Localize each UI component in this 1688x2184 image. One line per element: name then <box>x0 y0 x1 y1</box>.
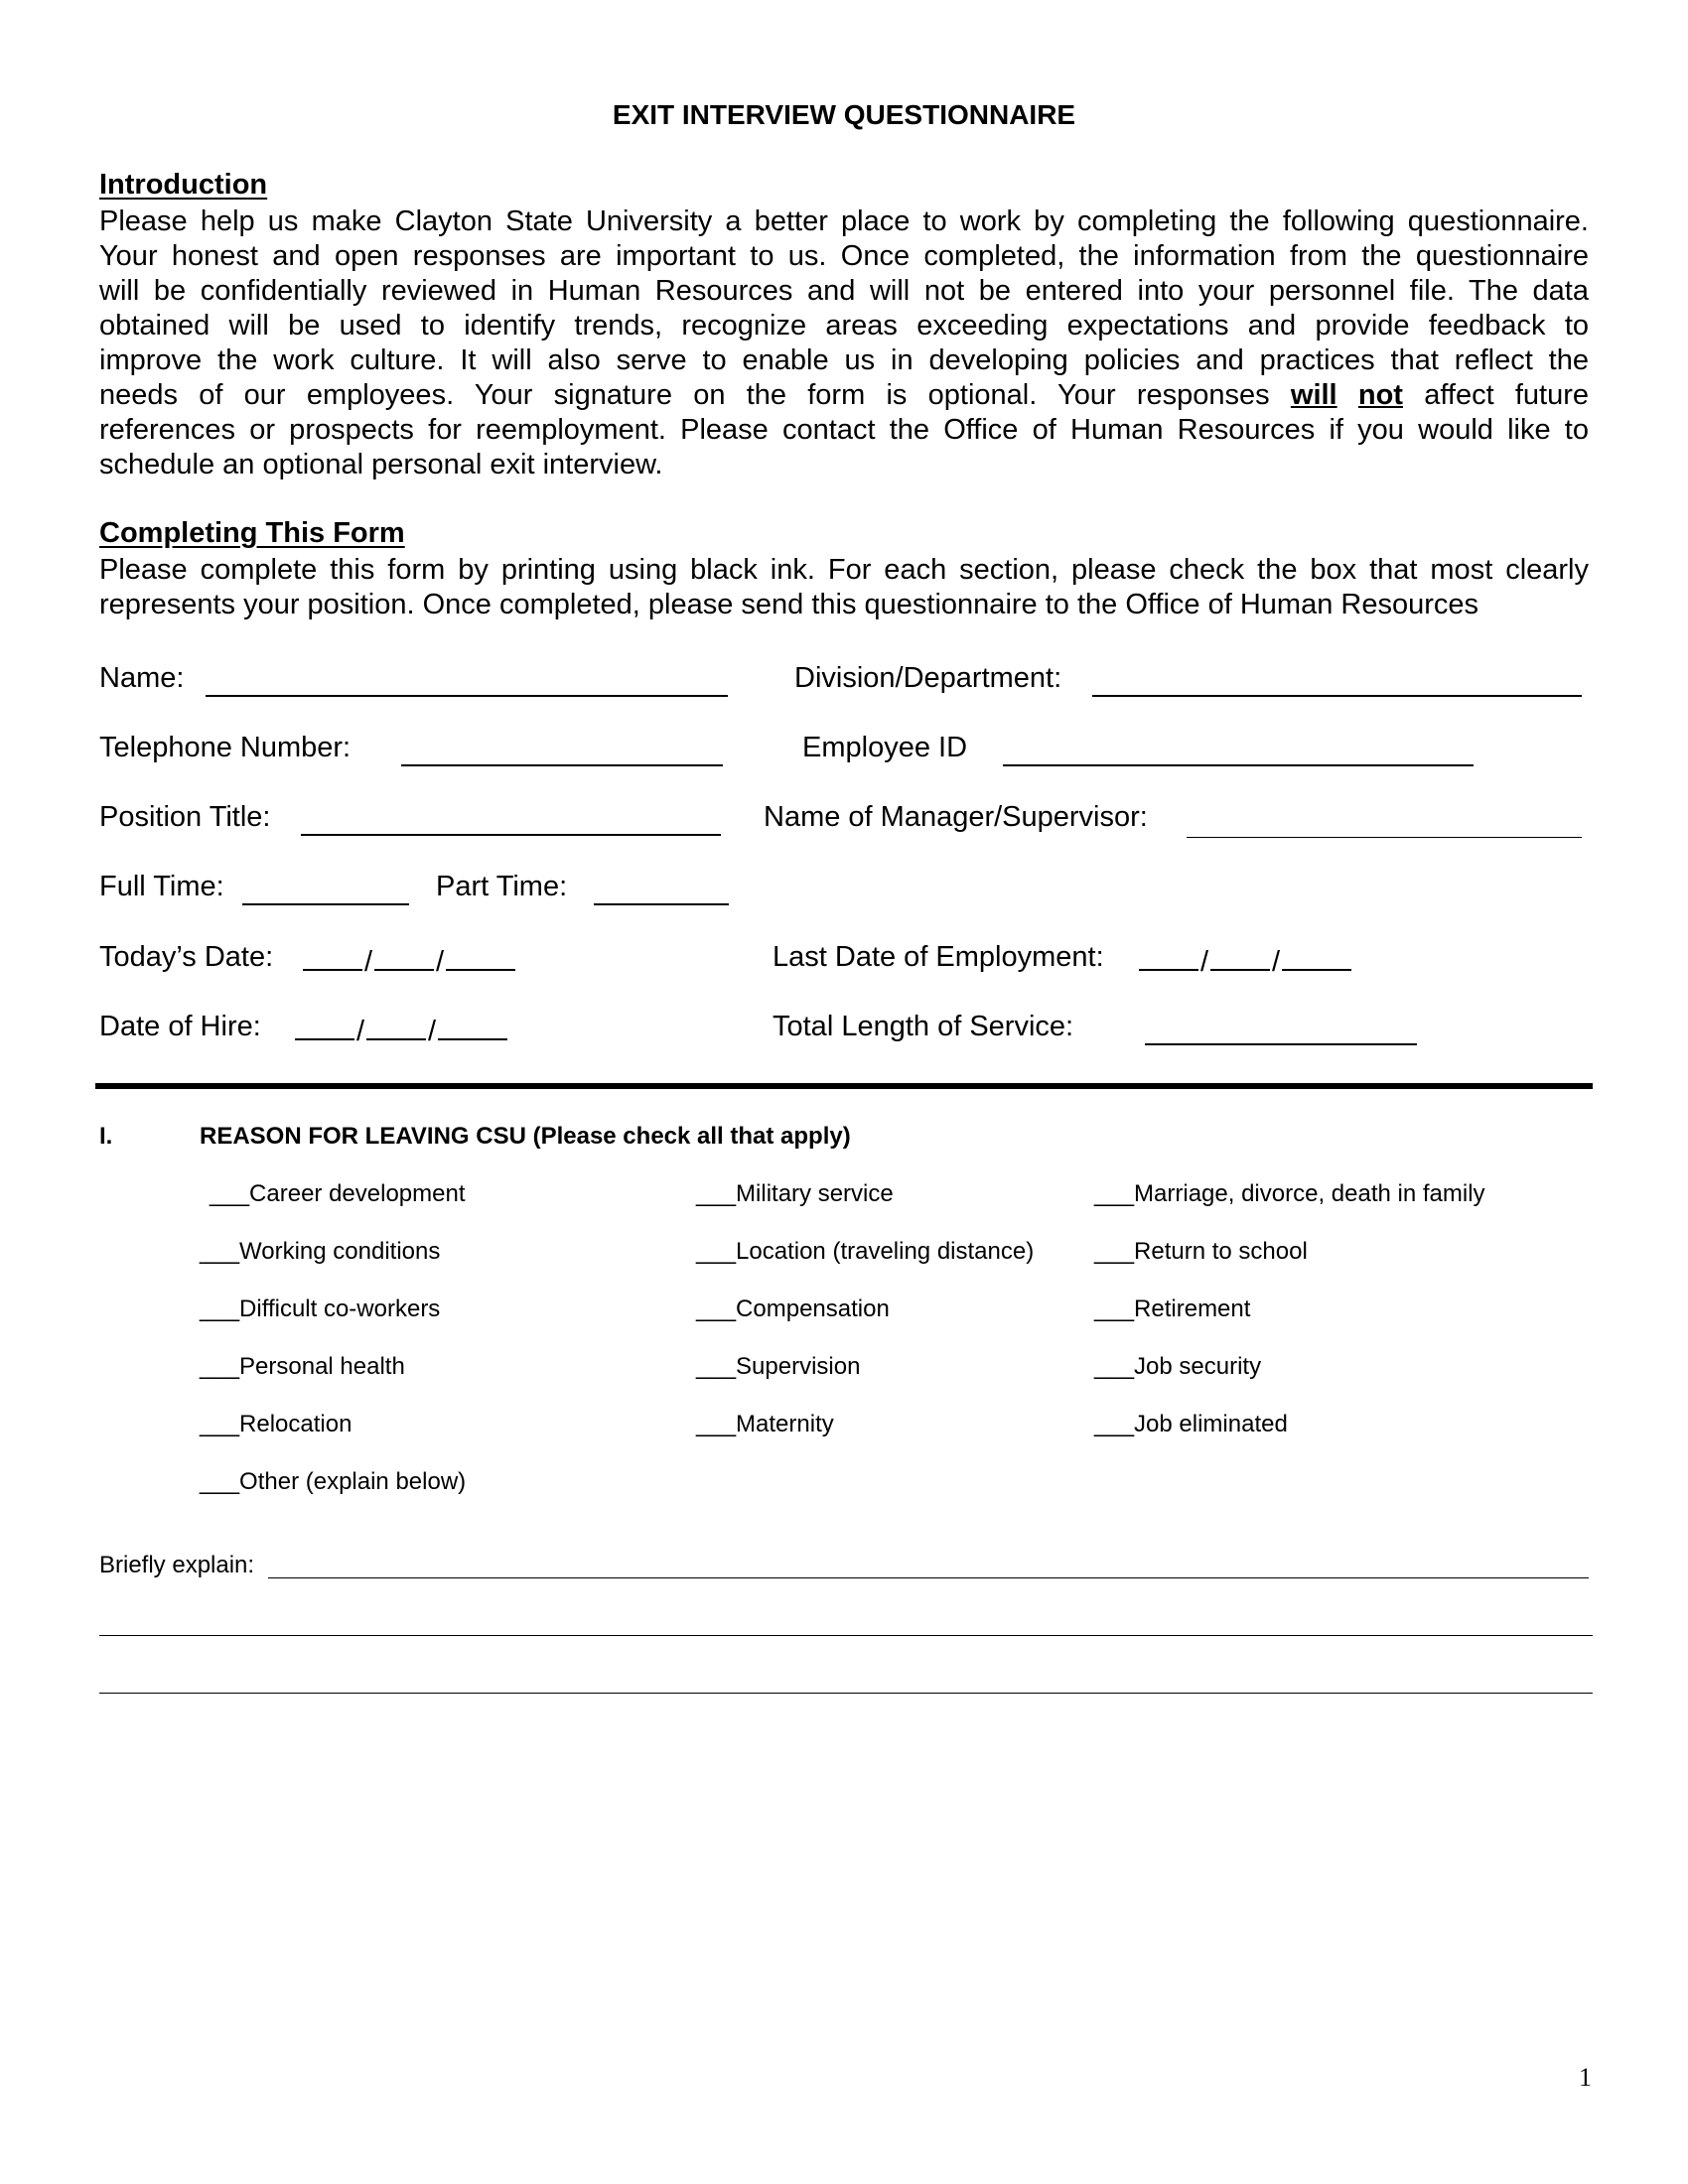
full-time-input-line[interactable] <box>242 876 409 905</box>
intro-text: affect future <box>1424 379 1590 411</box>
telephone-label: Telephone Number: <box>99 732 352 763</box>
last-date-label: Last Date of Employment: <box>773 941 1104 973</box>
intro-line: improve the work culture. It will also serve to enable us in developing policies and practices that reflect the <box>99 344 1589 376</box>
option-other[interactable]: ___Other (explain below) <box>200 1468 467 1495</box>
todays-date-field <box>99 941 273 974</box>
intro-text: needs of our employees. Your signature on the form is optional. Your responses <box>99 379 1270 411</box>
employee-id-input-line[interactable] <box>1003 737 1474 766</box>
division-label: Division/Department: <box>794 662 1062 694</box>
explain-input-line[interactable] <box>268 1577 1589 1578</box>
name-field <box>99 662 184 695</box>
todays-date-label: Today’s Date: <box>99 941 274 973</box>
last-date-field <box>773 941 1104 974</box>
manager-input-line[interactable] <box>1187 809 1582 838</box>
full-time-field <box>99 871 224 903</box>
part-time-field <box>436 871 567 903</box>
explain-input-line[interactable] <box>99 1635 1593 1636</box>
introduction-paragraph <box>99 205 1589 482</box>
name-label: Name: <box>99 662 185 694</box>
intro-line: obtained will be used to identify trends, recognize areas exceeding expectations and provide feedback to <box>99 310 1589 341</box>
part-time-label: Part Time: <box>436 871 568 902</box>
option-retirement[interactable]: ___Retirement <box>1094 1296 1251 1322</box>
option-military-service[interactable]: ___Military service <box>696 1180 894 1207</box>
total-length-input-line[interactable] <box>1145 1016 1417 1045</box>
section-number: I. <box>99 1123 113 1150</box>
explain-input-line[interactable] <box>99 1693 1593 1694</box>
option-job-security[interactable]: ___Job security <box>1094 1353 1262 1380</box>
option-supervision[interactable]: ___Supervision <box>696 1353 861 1380</box>
option-working-conditions[interactable]: ___Working conditions <box>200 1238 441 1265</box>
section-heading: REASON FOR LEAVING CSU (Please check all that apply) <box>200 1123 851 1150</box>
name-input-line[interactable] <box>206 667 728 697</box>
option-job-eliminated[interactable]: ___Job eliminated <box>1094 1411 1288 1437</box>
division-input-line[interactable] <box>1092 667 1582 697</box>
option-career-development[interactable]: ___Career development <box>210 1180 466 1207</box>
page-number: 1 <box>1579 2063 1592 2092</box>
last-date-input[interactable]: / / <box>1139 941 1351 979</box>
date-of-hire-label: Date of Hire: <box>99 1011 261 1042</box>
full-time-label: Full Time: <box>99 871 224 902</box>
todays-date-input[interactable]: / / <box>303 941 515 979</box>
option-difficult-coworkers[interactable]: ___Difficult co-workers <box>200 1296 441 1322</box>
intro-line: Please help us make Clayton State University a better place to work by completing the following questionnaire. <box>99 205 1589 237</box>
completing-heading: Completing This Form <box>99 517 405 549</box>
division-field <box>794 662 1061 695</box>
page-title: EXIT INTERVIEW QUESTIONNAIRE <box>612 99 1076 130</box>
intro-line: references or prospects for reemployment. Please contact the Office of Human Resources if you would like to <box>99 414 1589 446</box>
position-title-field <box>99 801 270 834</box>
position-title-input-line[interactable] <box>301 806 721 836</box>
emphasis-not: not <box>1357 379 1403 411</box>
option-location[interactable]: ___Location (traveling distance) <box>696 1238 1035 1265</box>
manager-label: Name of Manager/Supervisor: <box>764 801 1148 833</box>
manager-field <box>764 801 1148 834</box>
position-title-label: Position Title: <box>99 801 271 833</box>
option-marriage-divorce-death[interactable]: ___Marriage, divorce, death in family <box>1094 1180 1485 1207</box>
option-return-to-school[interactable]: ___Return to school <box>1094 1238 1308 1265</box>
emphasis-will: will <box>1290 379 1337 411</box>
intro-line: schedule an optional personal exit interview. <box>99 449 663 480</box>
completing-line: Please complete this form by printing using black ink. For each section, please check the box that most clearly <box>99 554 1589 586</box>
intro-line: will be confidentially reviewed in Human Resources and will not be entered into your personnel file. The data <box>99 275 1589 307</box>
telephone-input-line[interactable] <box>401 737 723 766</box>
part-time-input-line[interactable] <box>594 876 729 905</box>
total-length-field <box>773 1011 1073 1043</box>
telephone-field <box>99 732 351 764</box>
employee-id-field <box>802 732 967 764</box>
total-length-label: Total Length of Service: <box>773 1011 1074 1042</box>
section-divider <box>95 1083 1593 1089</box>
completing-paragraph <box>99 553 1589 622</box>
intro-line: Your honest and open responses are important to us. Once completed, the information from the questionnaire <box>99 240 1589 272</box>
option-compensation[interactable]: ___Compensation <box>696 1296 890 1322</box>
employee-id-label: Employee ID <box>802 732 968 763</box>
date-of-hire-input[interactable]: / / <box>295 1011 507 1048</box>
completing-line: represents your position. Once completed, please send this questionnaire to the Office of Human Resources <box>99 589 1479 620</box>
option-personal-health[interactable]: ___Personal health <box>200 1353 405 1380</box>
option-relocation[interactable]: ___Relocation <box>200 1411 352 1437</box>
option-maternity[interactable]: ___Maternity <box>696 1411 834 1437</box>
explain-label: Briefly explain: <box>99 1552 255 1578</box>
intro-line-emphasis <box>99 378 1589 413</box>
introduction-heading: Introduction <box>99 169 268 201</box>
date-of-hire-field <box>99 1011 261 1043</box>
